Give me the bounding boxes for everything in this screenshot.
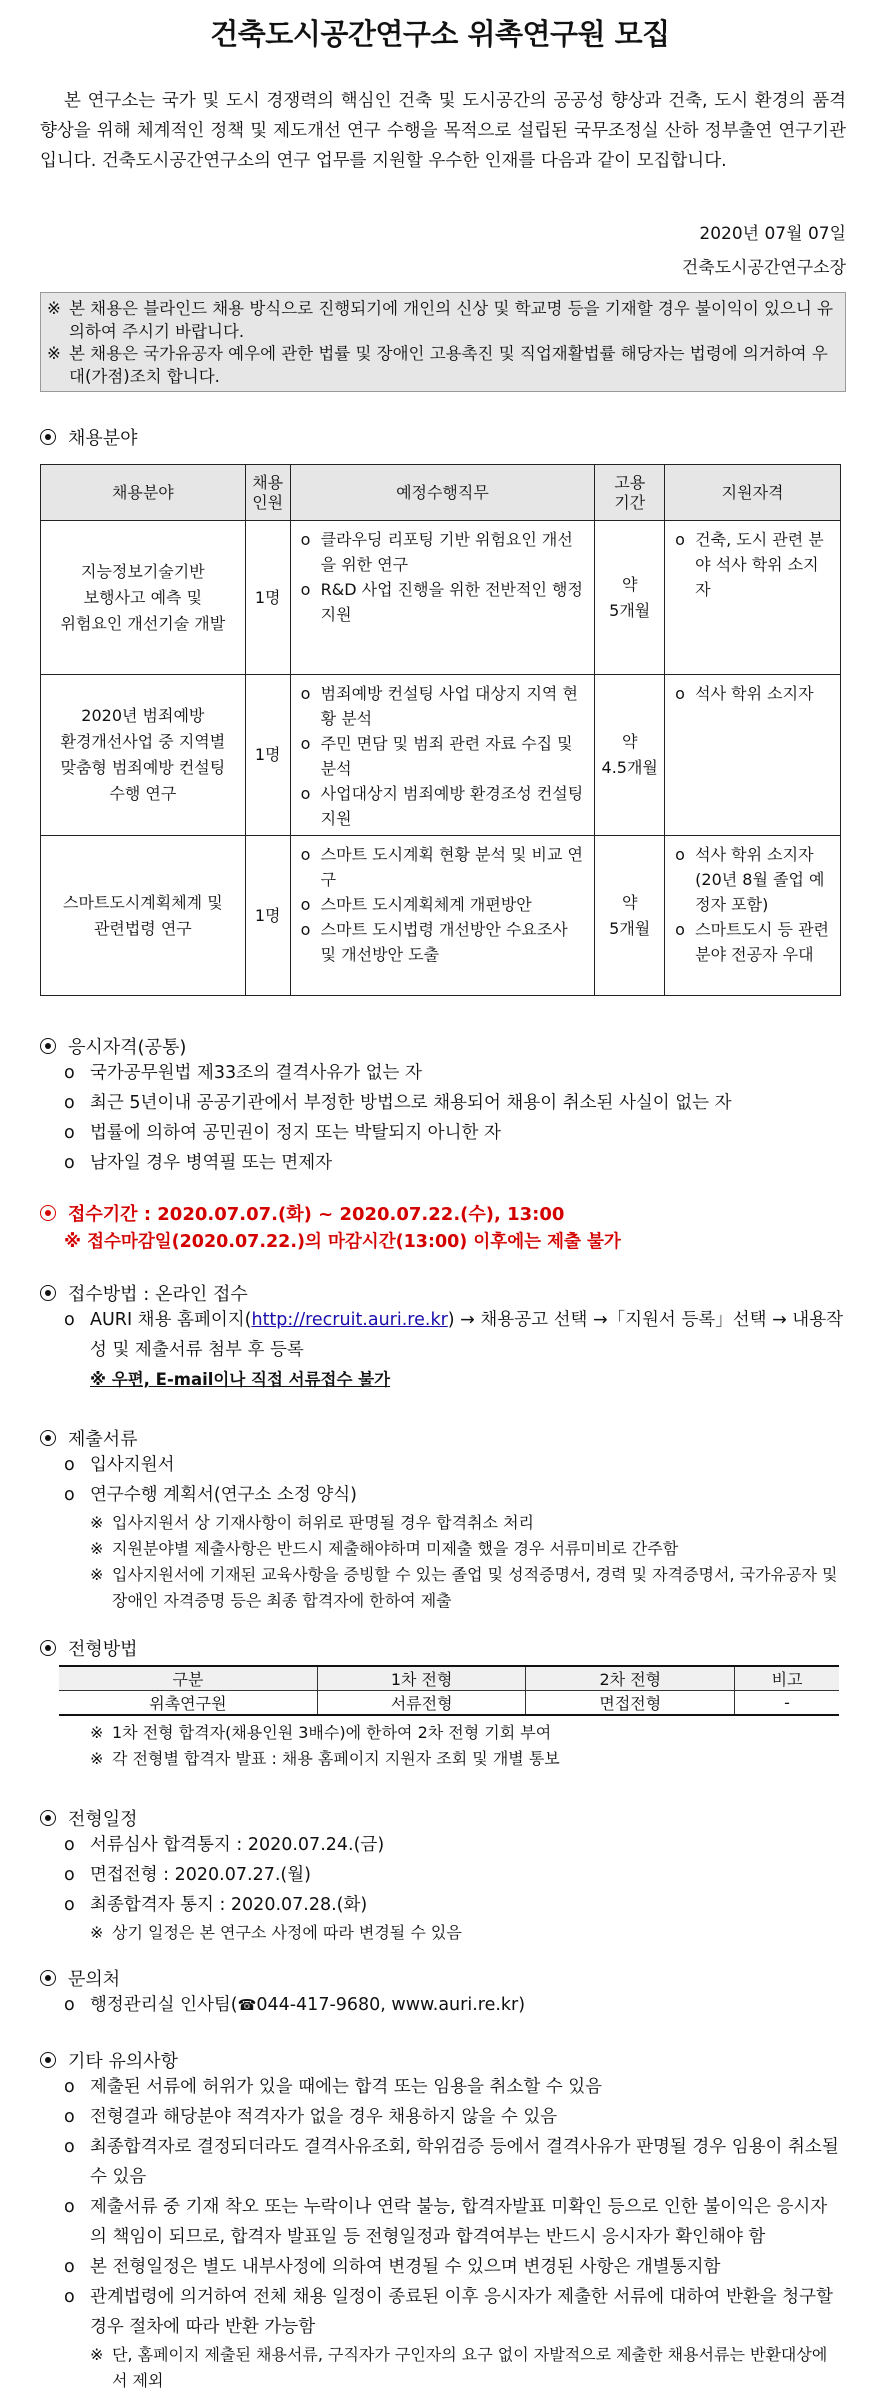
duty-text: 클라우딩 리포팅 기반 위험요인 개선을 위한 연구 [320,530,573,574]
method-suffix: ) → 채용공고 선택 →「지원서 등록」선택 → 내용작성 및 제출서류 첨부 후 등록 [90,1310,844,1360]
header-quals: 지원자격 [665,465,841,521]
table-header-row [41,465,841,521]
circle-bullet-icon: o [64,2077,75,2097]
reference-mark: ※ [90,1513,104,1532]
circle-bullet-icon: o [64,1123,75,1143]
etc-text: 전형결과 해당분야 적격자가 없을 경우 채용하지 않을 수 있음 [90,2107,558,2127]
duty-text: R&D 사업 진행을 위한 전반적인 행정지원 [320,580,583,624]
list-item [64,1830,462,1860]
qual-text: 건축, 도시 관련 분야 석사 학위 소지자 [695,530,824,599]
list-item [64,1058,732,1088]
circle-bullet-icon: o [64,2107,75,2127]
contact-list [64,1990,525,2020]
reference-mark: ※ [90,1749,104,1768]
process-note [64,1720,560,1746]
qualification-list [64,1058,732,1178]
note-text: 1차 전형 합격자(채용인원 3배수)에 한하여 2차 전형 기회 부여 [112,1723,552,1742]
circle-bullet-icon: o [64,2287,75,2307]
note-text: 지원분야별 제출사항은 반드시 제출해야하며 미제출 했을 경우 서류미비로 간주함 [112,1539,679,1558]
period-text: 접수기간 : 2020.07.07.(화) ~ 2020.07.22.(수), 13:00 [68,1204,565,1225]
list-item [64,2102,840,2132]
cell-period: 약 5개월 [595,521,665,675]
circle-bullet-icon: o [64,1153,75,1173]
reference-mark: ※ [47,344,61,363]
cell-field: 스마트도시계획체계 및 관련법령 연구 [41,836,246,996]
cell-period: 약 4.5개월 [595,675,665,836]
circle-bullet-icon: o [675,684,685,703]
radio-bullet-icon [40,1810,56,1826]
section-heading: 접수방법 : 온라인 접수 [68,1284,248,1305]
duty-text: 주민 면담 및 범죄 관련 자료 수집 및 분석 [320,734,573,778]
schedule-note [64,1920,462,1946]
list-item [64,2132,840,2192]
reference-mark: ※ [90,1539,104,1558]
cell-duties [290,675,595,836]
contact-prefix: 행정관리실 인사팀( [90,1995,238,2015]
table-row [41,675,841,836]
circle-bullet-icon: o [300,895,311,914]
intro-paragraph: 본 연구소는 국가 및 도시 경쟁력의 핵심인 건축 및 도시공간의 공공성 향상과 건축, 도시 환경의 품격 향상을 위해 체계적인 정책 및 제도개선 연구 수행을 목적으로 설립된 국무조정실 산하 정부출연 연구기관입니다. 건축도시공간연구소의 연구 업무를 지원할 우수한 인재를 다음과 같이 모집합니다. [40,91,846,171]
cell-quals [665,521,841,675]
list-item [64,1890,462,1920]
table-row [59,1691,839,1716]
list-item [64,1450,844,1480]
section-recruit-field [40,424,138,450]
circle-bullet-icon: o [675,530,685,549]
section-contact [40,1965,120,1991]
radio-bullet-icon [40,2052,56,2068]
header-count: 채용 인원 [245,465,290,521]
phone-icon: ☎ [237,1996,257,2014]
list-item [64,1990,525,2020]
circle-bullet-icon: o [675,920,685,939]
header-period: 고용 기간 [595,465,665,521]
contact-text [90,1990,525,2020]
header-duties: 예정수행직무 [290,465,595,521]
cell-count: 1명 [245,675,290,836]
radio-bullet-icon [40,1970,56,1986]
duty-text: 스마트 도시계획 현황 분석 및 비교 연구 [320,845,584,889]
header-stage-1: 1차 전형 [317,1666,526,1691]
circle-bullet-icon: o [64,1063,75,1083]
blind-hiring-notice [40,292,846,392]
reference-mark: ※ [90,1923,104,1942]
list-item [301,527,587,577]
circle-bullet-icon: o [64,1093,75,1113]
list-item [675,917,832,967]
document-text: 연구수행 계획서(연구소 소정 양식) [90,1485,358,1505]
etc-text: 제출된 서류에 허위가 있을 때에는 합격 또는 임용을 취소할 수 있음 [90,2077,603,2097]
announcement-date: 2020년 07월 07일 [699,224,846,244]
list-item [64,1860,462,1890]
cell-period: 약 5개월 [595,836,665,996]
cell-field: 지능정보기술기반 보행사고 예측 및 위험요인 개선기술 개발 [41,521,246,675]
qual-text: 석사 학위 소지자 [695,684,814,703]
qualification-text: 법률에 의하여 공민권이 정지 또는 박탈되지 아니한 자 [90,1123,501,1143]
circle-bullet-icon: o [64,1995,75,2015]
cell-category: 위촉연구원 [59,1691,317,1716]
etc-text: 최종합격자로 결정되더라도 결격사유조회, 학위검증 등에서 결격사유가 판명될 경우 임용이 취소될 수 있음 [90,2137,839,2187]
circle-bullet-icon: o [64,1865,75,1885]
table-header-row [59,1666,839,1691]
page-title: 건축도시공간연구소 위촉연구원 모집 [210,17,670,51]
qualification-text: 국가공무원법 제33조의 결격사유가 없는 자 [90,1063,422,1083]
section-schedule [40,1805,138,1831]
cell-quals [665,836,841,996]
circle-bullet-icon: o [64,1455,75,1475]
list-item [301,917,587,967]
list-item [64,1088,732,1118]
note-text: 단, 홈페이지 제출된 채용서류, 구직자가 구인자의 요구 없이 자발적으로 제출한 채용서류는 반환대상에서 제외 [112,2345,828,2390]
etc-text: 본 전형일정은 별도 내부사정에 의하여 변경될 수 있으며 변경된 사항은 개별통지함 [90,2257,721,2277]
circle-bullet-icon: o [64,1485,75,1505]
list-item [301,577,587,627]
documents-list [64,1450,844,1614]
list-item [301,842,587,892]
circle-bullet-icon: o [300,530,311,549]
issuer-name: 건축도시공간연구소장 [681,258,846,278]
section-heading: 전형일정 [68,1809,138,1830]
method-prefix: AURI 채용 홈페이지( [90,1310,252,1330]
list-item [301,681,587,731]
list-item [64,1480,844,1510]
cell-remark: - [735,1691,839,1716]
radio-bullet-icon [40,1285,56,1301]
cell-stage-1: 서류전형 [317,1691,526,1716]
circle-bullet-icon: o [675,845,685,864]
schedule-text: 최종합격자 통지 : 2020.07.28.(화) [90,1895,368,1915]
duty-text: 사업대상지 범죄예방 환경조성 컨설팅 지원 [320,784,584,828]
qualification-text: 최근 5년이내 공공기관에서 부정한 방법으로 채용되어 채용이 취소된 사실이 없는 자 [90,1093,732,1113]
duty-text: 스마트 도시법령 개선방안 수요조사 및 개선방안 도출 [320,920,568,964]
section-etc [40,2047,178,2073]
section-process [40,1635,138,1661]
recruit-homepage-link[interactable]: http://recruit.auri.re.kr [251,1310,448,1330]
note-text: 상기 일정은 본 연구소 사정에 따라 변경될 수 있음 [112,1923,462,1942]
list-item [64,1148,732,1178]
process-note [64,1746,560,1772]
header-field: 채용분야 [41,465,246,521]
schedule-text: 면접전형 : 2020.07.27.(월) [90,1865,311,1885]
section-heading: 채용분야 [68,428,138,449]
notice-text: 본 채용은 블라인드 채용 방식으로 진행되기에 개인의 신상 및 학교명 등을 기재할 경우 불이익이 있으니 유의하여 주시기 바랍니다. [69,299,834,341]
notice-line [47,343,839,388]
process-table [59,1665,839,1716]
list-item [301,731,587,781]
section-period [40,1200,564,1226]
etc-text: 관계법령에 의거하여 전체 채용 일정이 종료된 이후 응시자가 제출한 서류에 대하여 반환을 청구할 경우 절차에 따라 반환 가능함 [90,2287,833,2337]
radio-bullet-icon [40,1038,56,1054]
method-note: ※ 우편, E-mail이나 직접 서류접수 불가 [90,1370,391,1389]
section-heading: 전형방법 [68,1639,138,1660]
reference-mark: ※ [90,1565,104,1584]
method-text [90,1305,844,1365]
schedule-list [64,1830,462,1946]
circle-bullet-icon: o [64,2137,75,2157]
cell-quals [665,675,841,836]
etc-text: 제출서류 중 기재 착오 또는 누락이나 연락 불능, 합격자발표 미확인 등으로 인한 불이익은 응시자의 책임이 되므로, 합격자 발표일 등 전형일정과 합격여부는 반드시 응시자가 확인해야 함 [90,2197,828,2247]
reference-mark: ※ [90,1723,104,1742]
period-deadline-note: ※ 접수마감일(2020.07.22.)의 마감시간(13:00) 이후에는 제출 불가 [64,1232,621,1252]
document-text: 입사지원서 [90,1455,175,1475]
table-row [41,836,841,996]
list-item [64,2072,840,2102]
table-row [41,521,841,675]
section-heading: 문의처 [68,1969,121,1990]
duty-text: 범죄예방 컨설팅 사업 대상지 지역 현황 분석 [320,684,578,728]
duty-text: 스마트 도시계획체계 개편방안 [320,895,532,914]
etc-note [64,2342,840,2394]
section-heading: 응시자격(공통) [68,1037,187,1058]
list-item [64,2252,840,2282]
notice-line [47,298,839,343]
list-item [675,527,832,602]
circle-bullet-icon: o [64,1895,75,1915]
note-text: 입사지원서에 기재된 교육사항을 증빙할 수 있는 졸업 및 성적증명서, 경력 및 자격증명서, 국가유공자 및 장애인 자격증명 등은 최종 합격자에 한하여 제출 [112,1565,838,1610]
circle-bullet-icon: o [300,580,311,599]
header-remark: 비고 [735,1666,839,1691]
radio-bullet-icon [40,1205,56,1221]
process-notes [64,1720,560,1772]
header-category: 구분 [59,1666,317,1691]
cell-duties [290,521,595,675]
recruit-table [40,464,841,996]
list-item [64,2282,840,2342]
circle-bullet-icon: o [300,784,311,803]
circle-bullet-icon: o [300,684,311,703]
reference-mark: ※ [90,2345,104,2364]
list-item [675,842,832,917]
circle-bullet-icon: o [300,845,311,864]
contact-detail: 044-417-9680, www.auri.re.kr) [256,1995,526,2015]
radio-bullet-icon [40,429,56,445]
cell-stage-2: 면접전형 [526,1691,735,1716]
list-item [675,681,832,706]
qualification-text: 남자일 경우 병역필 또는 면제자 [90,1153,333,1173]
cell-count: 1명 [245,521,290,675]
header-stage-2: 2차 전형 [526,1666,735,1691]
section-method [40,1280,248,1306]
circle-bullet-icon: o [300,920,311,939]
circle-bullet-icon: o [64,2197,75,2217]
qual-text: 석사 학위 소지자 (20년 8월 졸업 예정자 포함) [695,845,825,914]
circle-bullet-icon: o [64,1310,75,1330]
circle-bullet-icon: o [64,1835,75,1855]
circle-bullet-icon: o [64,2257,75,2277]
circle-bullet-icon: o [300,734,311,753]
reference-mark: ※ [47,299,61,318]
cell-duties [290,836,595,996]
list-item [64,2192,840,2252]
document-note [64,1510,844,1536]
cell-field: 2020년 범죄예방 환경개선사업 중 지역별 맞춤형 범죄예방 컨설팅 수행 연구 [41,675,246,836]
list-item [301,892,587,917]
schedule-text: 서류심사 합격통지 : 2020.07.24.(금) [90,1835,385,1855]
document-note [64,1562,844,1614]
etc-list [64,2072,840,2394]
list-item [301,781,587,831]
radio-bullet-icon [40,1430,56,1446]
section-documents [40,1425,138,1451]
section-heading: 기타 유의사항 [68,2051,179,2072]
qual-text: 스마트도시 등 관련분야 전공자 우대 [695,920,829,964]
notice-text: 본 채용은 국가유공자 예우에 관한 법률 및 장애인 고용촉진 및 직업재활법률 해당자는 법령에 의거하여 우대(가점)조치 합니다. [69,344,828,386]
note-text: 각 전형별 합격자 발표 : 채용 홈페이지 지원자 조회 및 개별 통보 [112,1749,560,1768]
cell-count: 1명 [245,836,290,996]
method-list [64,1305,844,1395]
list-item [64,1305,844,1365]
section-qualification [40,1033,186,1059]
document-note [64,1536,844,1562]
list-item [64,1118,732,1148]
radio-bullet-icon [40,1640,56,1656]
note-text: 입사지원서 상 기재사항이 허위로 판명될 경우 합격취소 처리 [112,1513,535,1532]
section-heading: 제출서류 [68,1429,138,1450]
